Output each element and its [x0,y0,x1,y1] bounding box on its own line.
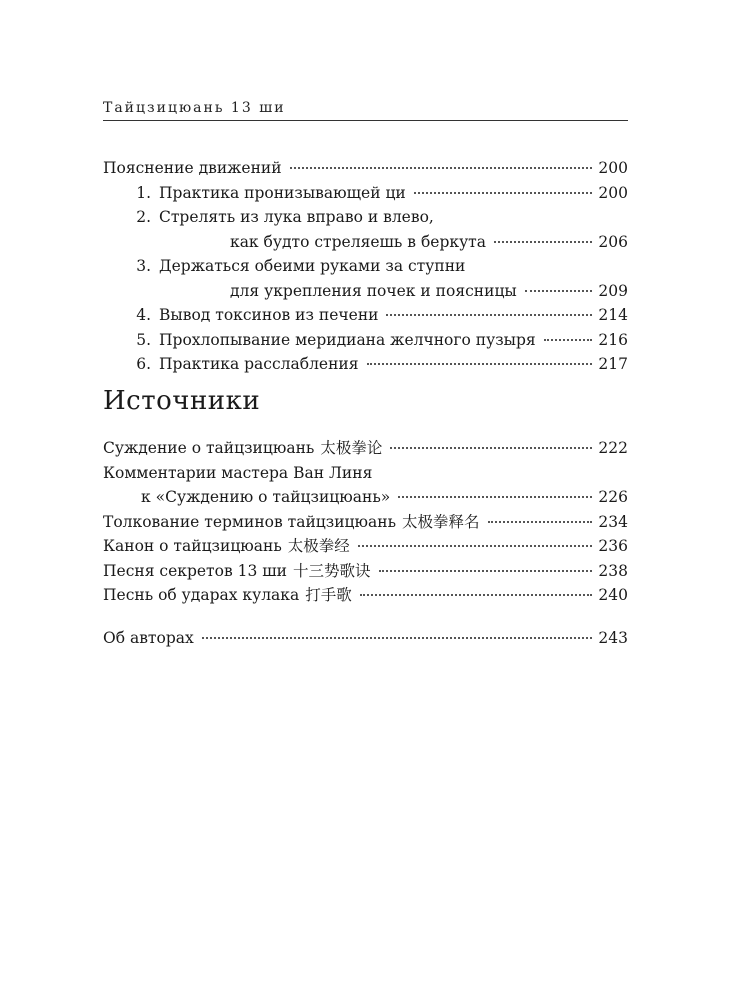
toc-entry-title: Толкование терминов тайцзицюань [103,512,397,531]
toc-page-number: 236 [598,537,628,555]
toc-entry-chinese-title: 打手歌 [305,586,352,604]
toc-entry-source-5[interactable] [103,559,628,584]
toc-entry-2[interactable] [103,205,628,254]
toc-entry-chinese-title: 太极拳论 [320,439,383,457]
dot-leader [202,637,593,639]
toc-entry-6[interactable] [103,352,628,377]
toc-entry-title-continued: к «Суждению о тайцзицюань» [141,488,391,506]
toc-entry-source-2[interactable] [103,461,628,510]
toc-page-number: 209 [598,281,628,300]
toc-entry-title: Стрелять из лука вправо и влево, [159,208,434,226]
dot-leader [494,241,592,243]
dot-leader [358,545,593,547]
toc-entry-title: Песнь об ударах кулака [103,586,300,604]
toc-entry-chinese-title: 十三势歌诀 [293,561,371,580]
toc-entry-chinese-title: 太极拳经 [287,537,350,555]
toc-sources [103,436,628,608]
dot-leader [367,363,593,365]
toc-entry-title: Практика расслабления [159,355,359,373]
dot-leader [544,339,593,341]
dot-leader [360,594,593,596]
dot-leader [398,496,592,498]
toc-page-number: 234 [598,512,628,531]
toc-page-number: 243 [598,629,628,647]
toc-entry-title-continued: для укрепления почек и поясницы [230,281,517,300]
dot-leader [379,570,593,572]
toc-entry-source-6[interactable] [103,583,628,608]
toc-page-number: 200 [598,183,628,202]
toc-page-number: 214 [598,306,628,324]
toc-entry-title: Практика пронизывающей ци [159,183,406,202]
toc-page-number: 238 [598,561,628,580]
toc-entry-source-1[interactable] [103,436,628,461]
toc-about [103,626,628,651]
toc-entry-title: Пояснение движений [103,159,282,177]
toc-entry-about-authors[interactable] [103,626,628,651]
toc-entry-1[interactable] [103,181,628,206]
running-head: Тайцзицюань 13 ши [103,100,286,116]
toc-item-number: 6. [136,355,151,373]
toc-page-number: 226 [598,488,628,506]
toc-item-number: 4. [136,306,151,324]
toc-entry-5[interactable] [103,328,628,353]
header-rule [103,120,628,121]
toc-item-number: 5. [136,330,151,349]
toc-entry-source-3[interactable] [103,510,628,535]
toc-entry-title: Держаться обеими руками за ступни [159,257,466,275]
toc-page-number: 222 [598,439,628,457]
dot-leader [386,314,592,316]
toc-item-number: 1. [136,183,151,202]
toc-item-number: 2. [136,208,151,226]
dot-leader [488,521,593,523]
toc-page-number: 216 [598,330,628,349]
toc-entry-title: Комментарии мастера Ван Линя [103,463,373,482]
toc-entry-title-continued: как будто стреляешь в беркута [230,232,486,251]
toc-page-number: 206 [598,232,628,251]
toc-page-number: 217 [598,355,628,373]
toc-entry-4[interactable] [103,303,628,328]
toc-item-number: 3. [136,257,151,275]
dot-leader [414,192,593,194]
toc-entry-title: Об авторах [103,629,194,647]
toc-entry-3[interactable] [103,254,628,303]
toc-page-number: 240 [598,586,628,604]
dot-leader [525,290,593,292]
toc-page-number: 200 [598,159,628,177]
dot-leader [390,447,592,449]
toc-entry-source-4[interactable] [103,534,628,559]
toc-entry-chinese-title: 太极拳释名 [402,512,480,531]
toc-entry-title: Канон о тайцзицюань [103,537,282,555]
toc-entry-movements[interactable] [103,156,628,181]
toc-entry-title: Вывод токсинов из печени [159,306,379,324]
toc-entry-title: Прохлопывание меридиана желчного пузыря [159,330,536,349]
toc-entry-title: Песня секретов 13 ши [103,561,287,580]
toc-entry-title: Суждение о тайцзицюань [103,439,315,457]
toc-movements [103,156,628,377]
section-heading-sources: Источники [103,386,261,416]
dot-leader [290,167,593,169]
